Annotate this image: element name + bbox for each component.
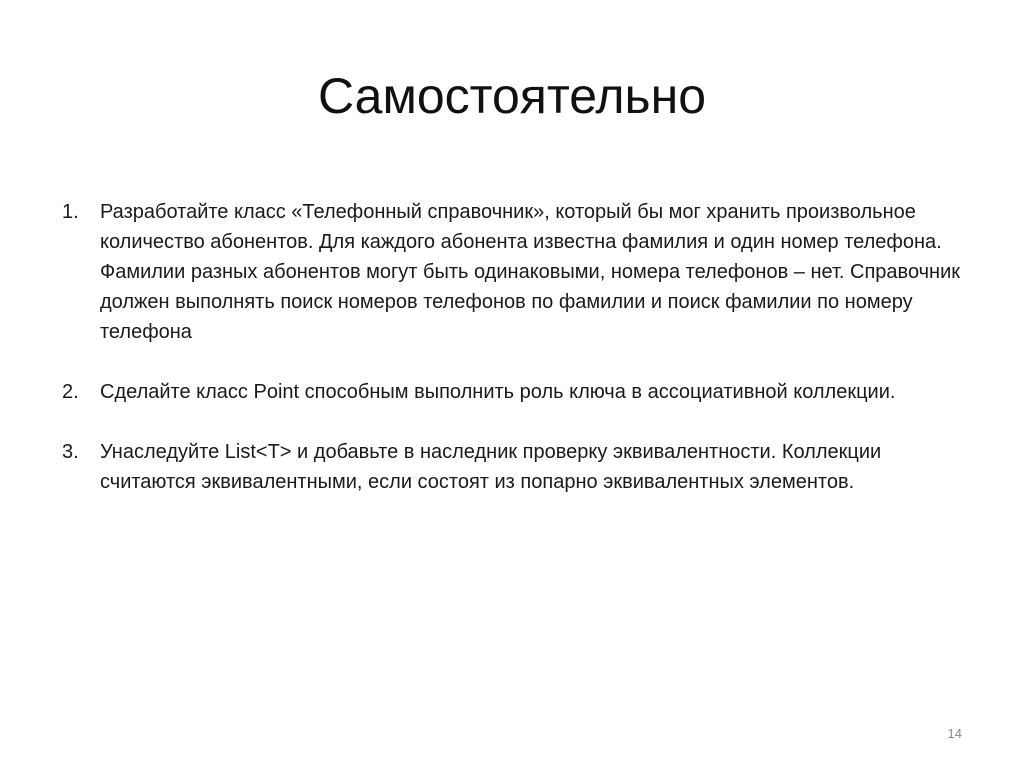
task-number: 1. — [62, 201, 79, 223]
task-text: Разработайте класс «Телефонный справочник», который бы мог хранить произвольное количество абонентов. Для каждого абонента известна фамилия и один номер телефона. Фамилии разных абонентов могут быть одинаковыми, номера телефонов – нет. Справочник должен выполнять поиск номеров телефонов по фамилии и поиск фамилии по номеру телефона — [100, 201, 961, 343]
task-item — [62, 437, 972, 497]
task-list — [62, 197, 972, 527]
page-number: 14 — [947, 726, 962, 741]
task-text: Унаследуйте List<T> и добавьте в наследник проверку эквивалентности. Коллекции считаются эквивалентными, если состоят из попарно эквивалентных элементов. — [100, 441, 882, 493]
task-number: 2. — [62, 381, 79, 403]
task-text: Сделайте класс Point способным выполнить роль ключа в ассоциативной коллекции. — [100, 381, 896, 403]
task-item — [62, 197, 972, 347]
task-number: 3. — [62, 441, 79, 463]
task-item — [62, 377, 972, 407]
slide-title: Самостоятельно — [317, 68, 706, 124]
